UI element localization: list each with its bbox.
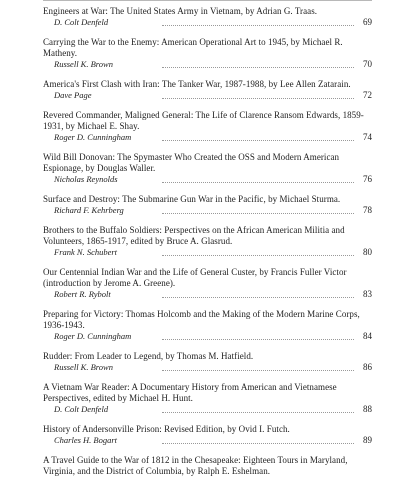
toc-entry xyxy=(43,351,372,373)
reviewer-line xyxy=(54,331,372,342)
toc-entry xyxy=(43,455,372,488)
reviewer-line xyxy=(54,247,372,258)
entry-title: A Vietnam War Reader: A Documentary History from American and Vietnamese Perspectives, edited by Michael H. Hunt. xyxy=(43,382,337,403)
toc-entry xyxy=(43,225,372,258)
reviewer-line xyxy=(54,59,372,70)
table-of-contents xyxy=(43,6,372,497)
entry-title: Preparing for Victory: Thomas Holcomb and the Making of the Modern Marine Corps, 1936-1943. xyxy=(43,309,360,330)
entry-reviewer: Charles H. Bogart xyxy=(54,435,118,445)
dot-leader xyxy=(162,297,354,298)
entry-title: America's First Clash with Iran: The Tanker War, 1987-1988, by Lee Allen Zatarain. xyxy=(43,79,351,89)
entry-page-number: 78 xyxy=(363,205,372,215)
reviewer-line xyxy=(54,132,372,143)
dot-leader xyxy=(162,213,354,214)
entry-reviewer: Nicholas Reynolds xyxy=(54,174,118,184)
reviewer-line xyxy=(54,205,372,216)
entry-reviewer: Robert R. Rybolt xyxy=(54,289,111,299)
entry-page-number: 89 xyxy=(363,435,372,445)
toc-entry xyxy=(43,194,372,216)
entry-title: Rudder: From Leader to Legend, by Thomas M. Hatfield. xyxy=(43,351,254,361)
dot-leader xyxy=(162,412,354,413)
toc-entry xyxy=(43,424,372,446)
reviewer-line xyxy=(54,90,372,101)
dot-leader xyxy=(162,255,354,256)
entry-title: Surface and Destroy: The Submarine Gun War in the Pacific, by Michael Sturma. xyxy=(43,194,341,204)
entry-page-number: 72 xyxy=(363,90,372,100)
entry-page-number: 84 xyxy=(363,331,372,341)
entry-title: History of Andersonville Prison: Revised Edition, by Ovid I. Futch. xyxy=(43,424,290,434)
dot-leader xyxy=(162,370,354,371)
toc-entry xyxy=(43,152,372,185)
entry-reviewer: Richard F. Kehrberg xyxy=(54,205,124,215)
dot-leader xyxy=(162,25,354,26)
toc-entry xyxy=(43,6,372,28)
entry-page-number: 76 xyxy=(363,174,372,184)
entry-reviewer: Russell K. Brown xyxy=(54,59,113,69)
reviewer-line xyxy=(54,174,372,185)
entry-title: Our Centennial Indian War and the Life of General Custer, by Francis Fuller Victor (introduction by Jerome A. Greene). xyxy=(43,267,347,288)
toc-entry xyxy=(43,79,372,101)
entry-reviewer: Dave Page xyxy=(54,90,92,100)
reviewer-line xyxy=(54,404,372,415)
entry-page-number: 69 xyxy=(363,17,372,27)
dot-leader xyxy=(162,443,354,444)
entry-title: Engineers at War: The United States Army in Vietnam, by Adrian G. Traas. xyxy=(43,6,318,16)
reviewer-line xyxy=(54,17,372,28)
entry-page-number: 80 xyxy=(363,247,372,257)
entry-page-number: 86 xyxy=(363,362,372,372)
entry-title: Revered Commander, Maligned General: The Life of Clarence Ransom Edwards, 1859-1931, by Michael E. Shay. xyxy=(43,110,364,131)
entry-title: Carrying the War to the Enemy: American Operational Art to 1945, by Michael R. Matheny. xyxy=(43,37,343,58)
entry-page-number: 83 xyxy=(363,289,372,299)
reviewer-line xyxy=(54,362,372,373)
entry-reviewer: D. Colt Denfeld xyxy=(54,17,109,27)
dot-leader xyxy=(162,67,354,68)
entry-reviewer: Roger D. Cunningham xyxy=(54,132,132,142)
entry-title: Brothers to the Buffalo Soldiers: Perspectives on the African American Militia and Volunteers, 1865-1917, edited by Bruce A. Glasrud. xyxy=(43,225,345,246)
entry-reviewer: D. Colt Denfeld xyxy=(54,404,109,414)
reviewer-line xyxy=(54,289,372,300)
entry-reviewer: Roger D. Cunningham xyxy=(54,331,132,341)
reviewer-line xyxy=(54,435,372,446)
entry-page-number: 70 xyxy=(363,59,372,69)
toc-entry xyxy=(43,267,372,300)
toc-entry xyxy=(43,110,372,143)
entry-title: Wild Bill Donovan: The Spymaster Who Created the OSS and Modern American Espionage, by Douglas Waller. xyxy=(43,152,340,173)
entry-title: A Travel Guide to the War of 1812 in the Chesapeake: Eighteen Tours in Maryland, Virginia, and the District of Columbia, by Ralph E. Eshelman. xyxy=(43,455,348,476)
dot-leader xyxy=(162,339,354,340)
toc-entry xyxy=(43,382,372,415)
entry-page-number: 74 xyxy=(363,132,372,142)
toc-entry xyxy=(43,37,372,70)
dot-leader xyxy=(162,182,354,183)
entry-page-number: 88 xyxy=(363,404,372,414)
entry-reviewer: Russell K. Brown xyxy=(54,362,113,372)
toc-entry xyxy=(43,309,372,342)
entry-reviewer: Frank N. Schubert xyxy=(54,247,118,257)
reviewer-line xyxy=(54,477,372,488)
top-rule xyxy=(43,0,372,1)
dot-leader xyxy=(162,140,354,141)
dot-leader xyxy=(162,98,354,99)
